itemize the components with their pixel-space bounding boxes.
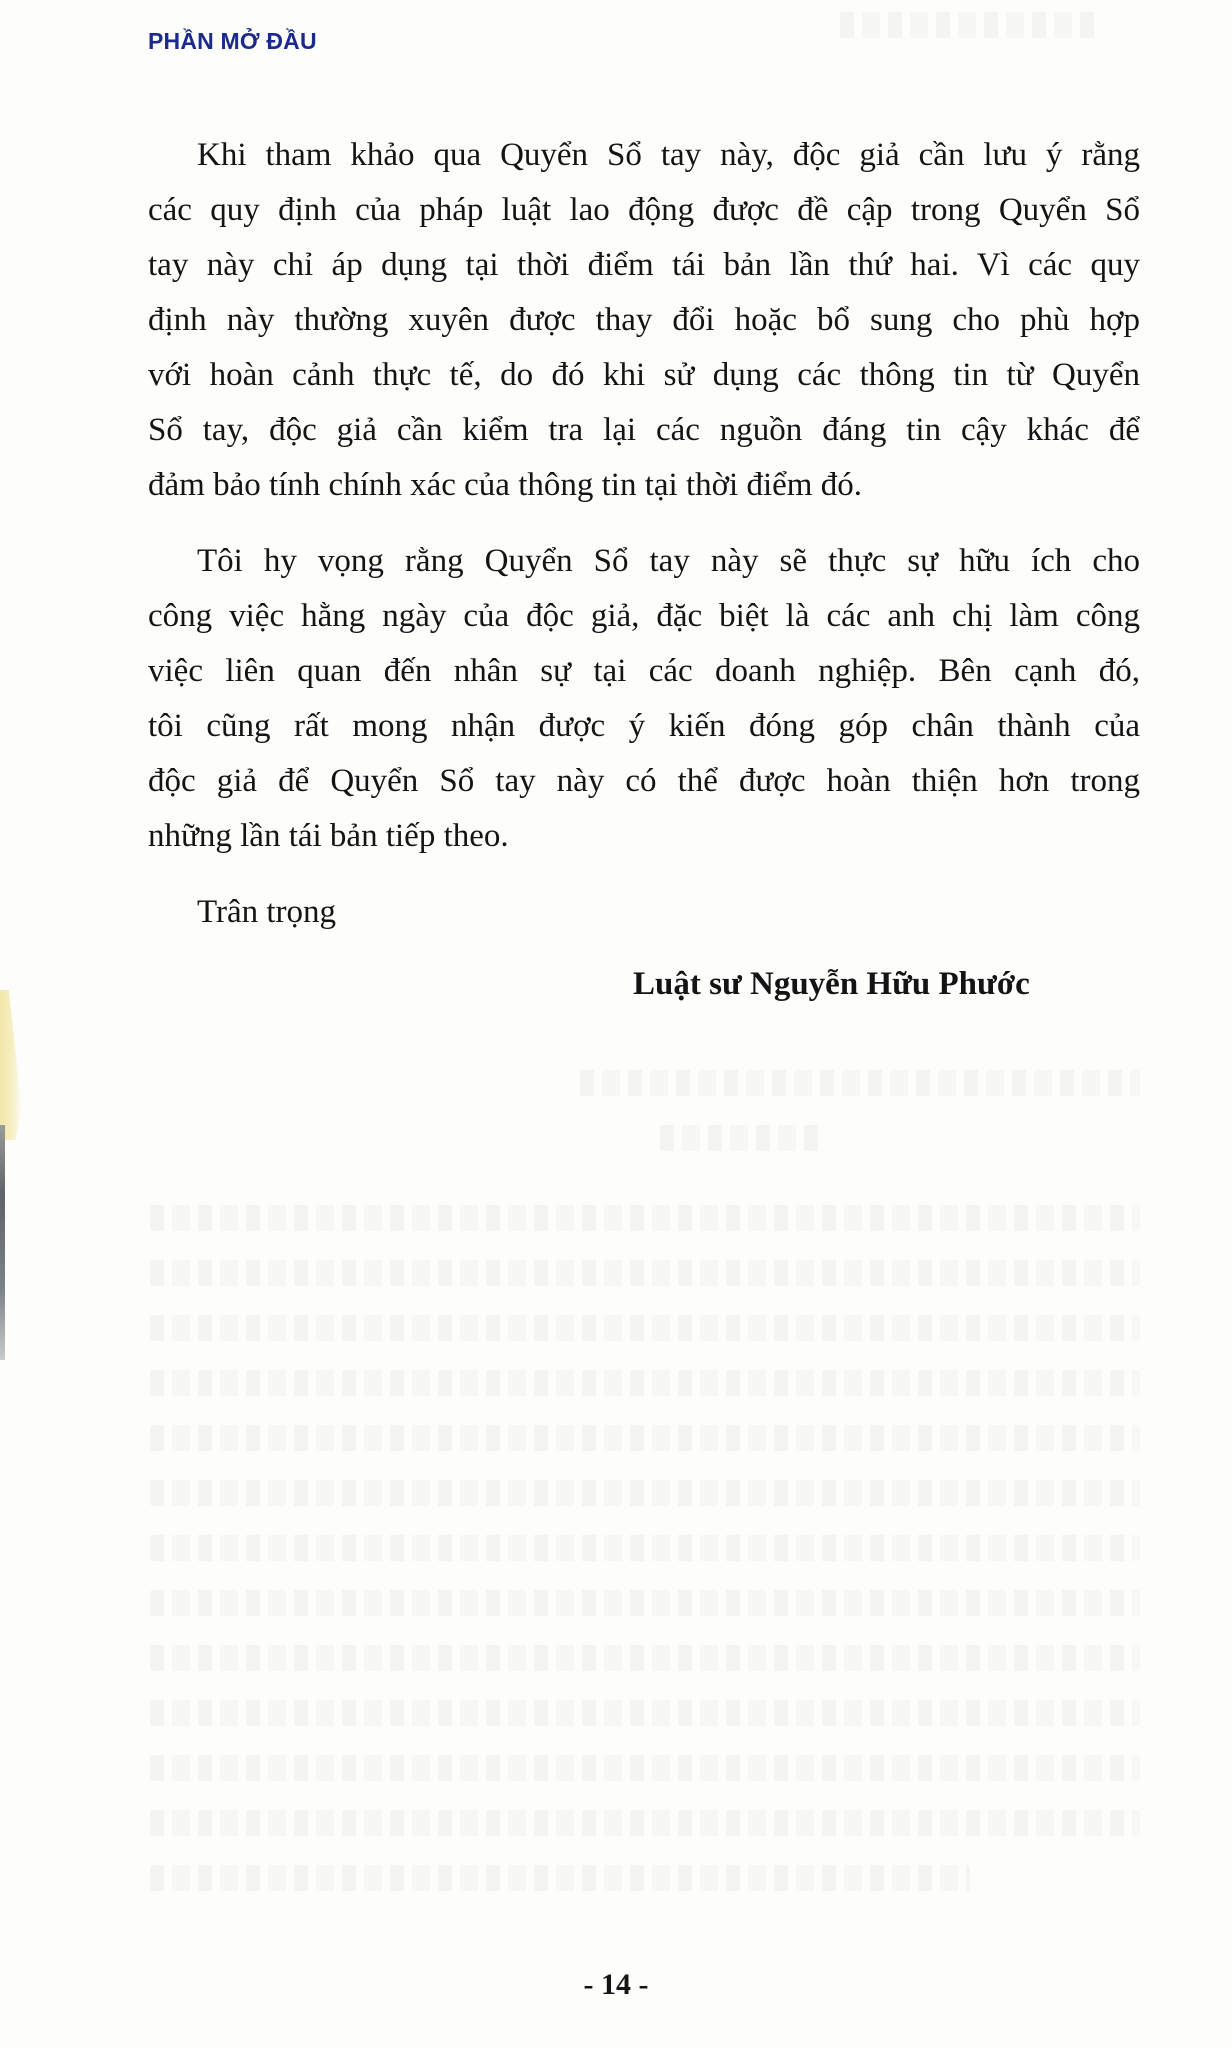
text-line: với hoàn cảnh thực tế, do đó khi sử dụng các thông tin từ Quyển bbox=[148, 357, 1140, 393]
paragraph-1 bbox=[148, 128, 1140, 513]
text-line: Sổ tay, độc giả cần kiểm tra lại các nguồn đáng tin cậy khác để bbox=[148, 412, 1140, 448]
text-line: độc giả để Quyển Sổ tay này có thể được hoàn thiện hơn trong bbox=[148, 763, 1140, 799]
text-line: tay này chỉ áp dụng tại thời điểm tái bản lần thứ hai. Vì các quy bbox=[148, 247, 1140, 283]
author-signature: Luật sư Nguyễn Hữu Phước bbox=[633, 966, 1030, 1002]
text-line: Khi tham khảo qua Quyển Sổ tay này, độc giả cần lưu ý rằng bbox=[197, 137, 1140, 173]
text-line: định này thường xuyên được thay đổi hoặc bổ sung cho phù hợp bbox=[148, 302, 1140, 338]
text-line: công việc hằng ngày của độc giả, đặc biệt là các anh chị làm công bbox=[148, 598, 1140, 634]
page-edge-stain bbox=[0, 990, 22, 1140]
paragraph-2 bbox=[148, 534, 1140, 864]
page-edge-shadow bbox=[0, 1125, 5, 1360]
text-line: những lần tái bản tiếp theo. bbox=[148, 818, 509, 854]
page-number: - 14 - bbox=[583, 1968, 649, 2001]
text-line: việc liên quan đến nhân sự tại các doanh nghiệp. Bên cạnh đó, bbox=[148, 653, 1140, 689]
text-line: tôi cũng rất mong nhận được ý kiến đóng góp chân thành của bbox=[148, 708, 1140, 744]
section-header: PHẦN MỞ ĐẦU bbox=[148, 28, 317, 54]
text-line: các quy định của pháp luật lao động được đề cập trong Quyển Sổ bbox=[148, 192, 1140, 228]
closing-salutation: Trân trọng bbox=[197, 894, 337, 930]
text-line: Tôi hy vọng rằng Quyển Sổ tay này sẽ thực sự hữu ích cho bbox=[197, 543, 1140, 579]
text-line: đảm bảo tính chính xác của thông tin tại thời điểm đó. bbox=[148, 467, 862, 503]
